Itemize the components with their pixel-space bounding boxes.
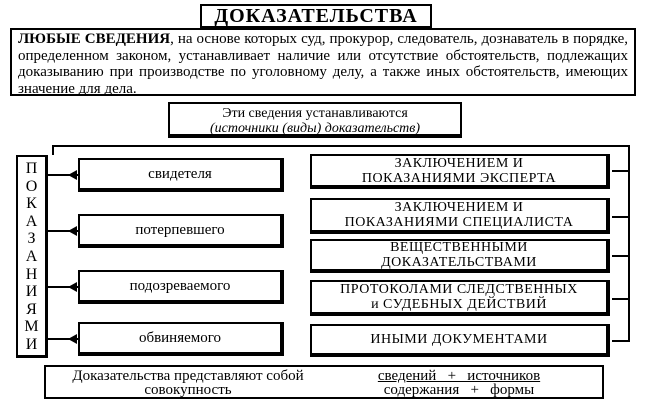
arrow-icon xyxy=(68,334,77,344)
vertical-letter: А xyxy=(25,247,38,265)
sources-box xyxy=(168,102,462,138)
right-connector-vertical xyxy=(628,145,630,341)
bottom-left-text: Доказательства представляют собой совокупность xyxy=(72,368,304,398)
arrow-icon xyxy=(68,226,77,236)
box-protocols-line-2: и СУДЕБНЫХ ДЕЙСТВИЙ xyxy=(371,297,547,312)
bottom-summary-box xyxy=(44,365,604,399)
box-expert xyxy=(310,154,610,189)
definition-lead: ЛЮБЫЕ СВЕДЕНИЯ xyxy=(18,31,171,47)
page-title: ДОКАЗАТЕЛЬСТВА xyxy=(200,4,432,28)
vertical-letter: И xyxy=(25,335,38,353)
vertical-letter: Я xyxy=(26,300,37,318)
box-expert-line-1: ЗАКЛЮЧЕНИЕМ И xyxy=(394,155,524,171)
box-specialist xyxy=(310,198,610,234)
definition-box xyxy=(10,28,636,96)
vertical-letter: М xyxy=(24,318,39,336)
vertical-letter: Н xyxy=(25,265,38,283)
box-specialist-line-2: ПОКАЗАНИЯМИ СПЕЦИАЛИСТА xyxy=(344,215,574,230)
right-branch-2 xyxy=(612,216,630,218)
formula-bottom: содержания + формы xyxy=(383,382,535,398)
right-branch-4 xyxy=(612,298,630,300)
formula-top: сведений + источников xyxy=(377,368,541,384)
vertical-letter: К xyxy=(26,195,37,213)
box-specialist-line-1: ЗАКЛЮЧЕНИЕМ И xyxy=(394,200,524,215)
sources-line-1: Эти сведения устанавливаются xyxy=(222,106,408,121)
box-other-documents-line-1: ИНЫМИ ДОКУМЕНТАМИ xyxy=(370,332,548,347)
arrow-icon xyxy=(68,170,77,180)
box-expert-line-2: ПОКАЗАНИЯМИ ЭКСПЕРТА xyxy=(361,170,557,186)
vertical-letter: А xyxy=(25,212,38,230)
top-connector-line xyxy=(52,145,630,147)
vertical-label-pokazaniyami xyxy=(16,155,48,358)
box-victim: потерпевшего xyxy=(78,214,284,248)
vertical-letter: И xyxy=(25,283,38,301)
box-witness: свидетеля xyxy=(78,158,284,192)
box-material-evidence-line-1: ВЕЩЕСТВЕННЫМИ xyxy=(390,240,528,255)
vertical-letter: О xyxy=(25,177,38,195)
definition-text: , на основе которых суд, прокурор, следователь, дознаватель в порядке, определенном законом, устанавливает наличие или отсутствие обстоятельств, подлежащих доказыванию при производстве по уголовному делу, а также иных обстоятельств, имеющих значение для дела. xyxy=(18,31,628,97)
arrow-icon xyxy=(68,282,77,292)
right-branch-5 xyxy=(612,340,630,342)
box-protocols-line-1: ПРОТОКОЛАМИ СЛЕДСТВЕННЫХ xyxy=(340,282,578,297)
vertical-letter: П xyxy=(25,160,38,177)
bottom-right-formula xyxy=(328,369,590,397)
left-connector-vertical xyxy=(52,145,54,155)
box-suspect: подозреваемого xyxy=(78,270,284,304)
sources-line-2: (источники (виды) доказательств) xyxy=(209,121,421,136)
box-material-evidence-line-2: ДОКАЗАТЕЛЬСТВАМИ xyxy=(381,255,537,270)
box-protocols xyxy=(310,280,610,316)
box-other-documents xyxy=(310,324,610,357)
right-branch-3 xyxy=(612,255,630,257)
box-material-evidence xyxy=(310,239,610,273)
box-accused: обвиняемого xyxy=(78,322,284,356)
right-branch-1 xyxy=(612,170,630,172)
vertical-letter: З xyxy=(27,230,36,248)
